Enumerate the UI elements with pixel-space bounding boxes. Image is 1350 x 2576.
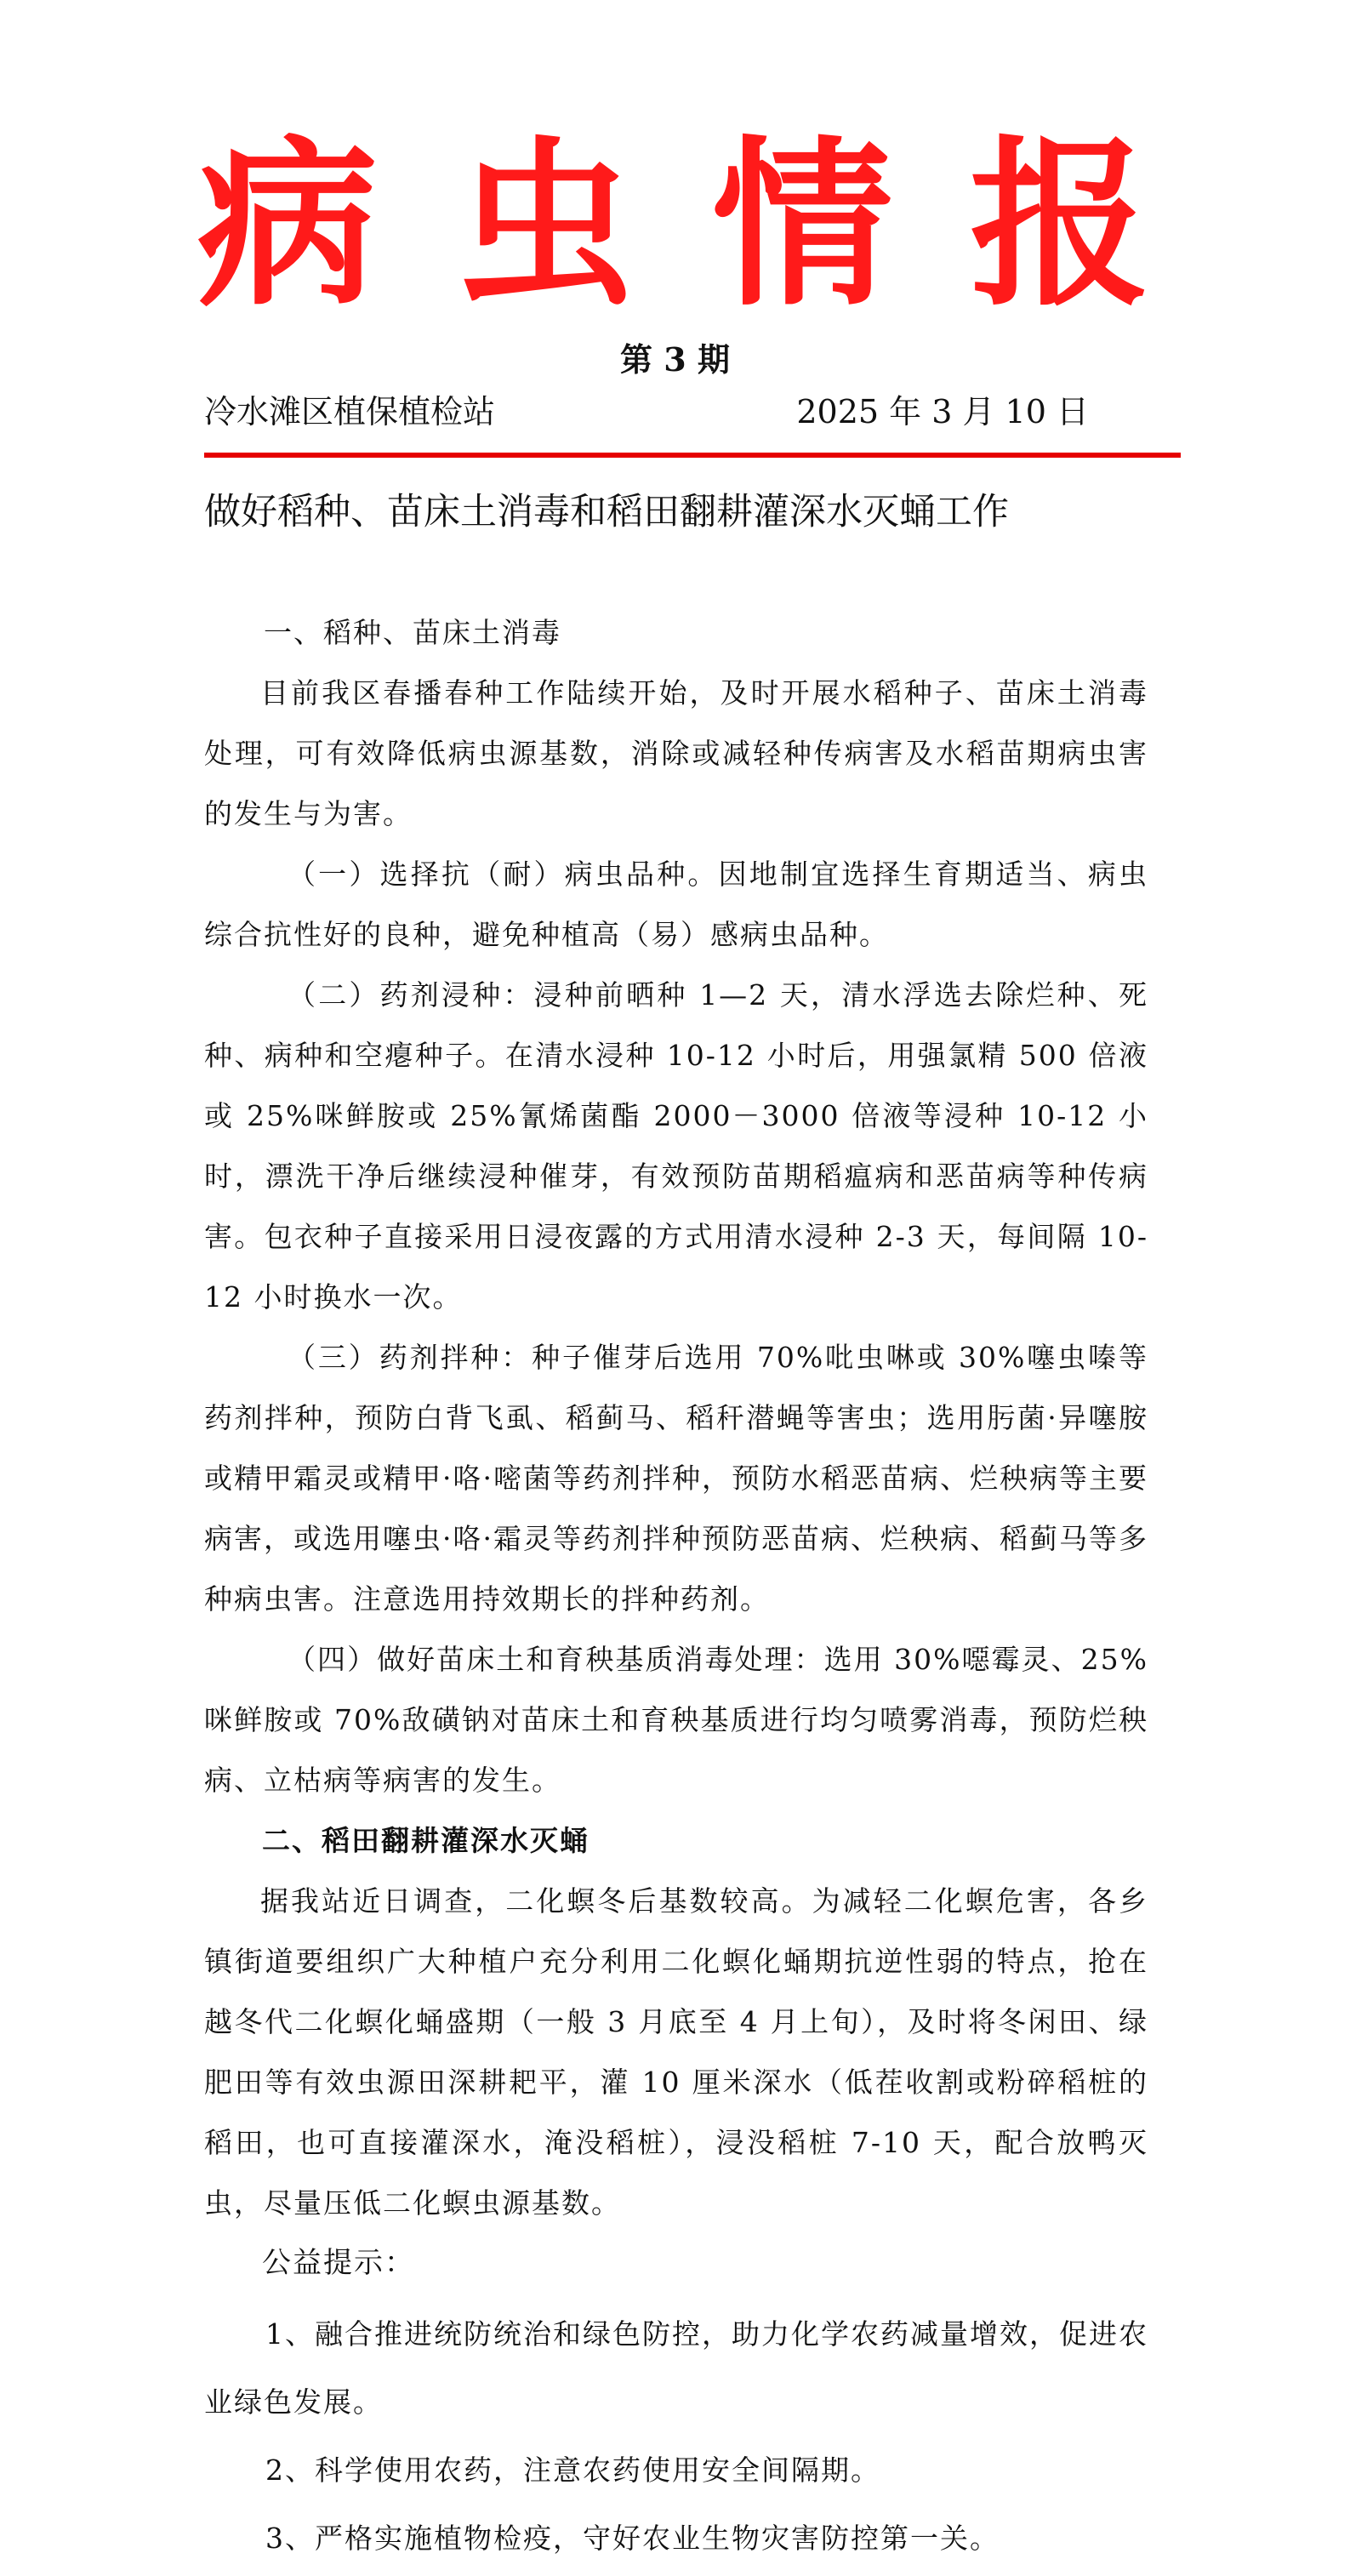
notice-item: 3、严格实施植物检疫，守好农业生物灾害防控第一关。: [265, 2522, 1000, 2555]
header-info-line: [204, 393, 1089, 432]
notice-list: [204, 2300, 1148, 2573]
article-body: [204, 602, 1148, 2573]
paragraph: （二）药剂浸种：浸种前晒种 1—2 天，清水浮选去除烂种、死种、病种和空瘪种子。在清水浸种 10-12 小时后，用强氯精 500 倍液或 25%咪鲜胺或 25%氰烯菌酯 2000－3000 倍液等浸种 10-12 小时，漂洗干净后继续浸种催芽，有效预防苗期稻瘟病和恶苗病等种传病害。包衣种子直接采用日浸夜露的方式用清水浸种 2-3 天，每间隔 10-12 小时换水一次。: [204, 978, 1148, 1314]
paragraph: （一）选择抗（耐）病虫品种。因地制宜选择生育期适当、病虫综合抗性好的良种，避免种植高（易）感病虫品种。: [204, 858, 1148, 951]
section-heading: 二、稻田翻耕灌深水灭蛹: [262, 1824, 590, 1857]
issue-date: 2025 年 3 月 10 日: [796, 393, 1089, 430]
section-heading: 一、稻种、苗床土消毒: [264, 616, 561, 649]
notice-item: 1、融合推进统防统治和绿色防控，助力化学农药减量增效，促进农业绿色发展。: [204, 2317, 1148, 2419]
masthead-title: [197, 120, 1150, 330]
issuing-organization: 冷水滩区植保植检站: [204, 393, 496, 430]
masthead-char: 情: [712, 120, 893, 330]
article-title: 做好稻种、苗床土消毒和稻田翻耕灌深水灭蛹工作: [204, 491, 1009, 533]
masthead-char: 报: [969, 120, 1150, 330]
paragraph: （三）药剂拌种：种子催芽后选用 70%吡虫啉或 30%噻虫嗪等药剂拌种，预防白背飞虱、稻蓟马、稻秆潜蝇等害虫；选用肟菌·异噻胺或精甲霜灵或精甲·咯·嘧菌等药剂拌种，预防水稻恶苗病、烂秧病等主要病害，或选用噻虫·咯·霜灵等药剂拌种预防恶苗病、烂秧病、稻蓟马等多种病虫害。注意选用持效期长的拌种药剂。: [204, 1341, 1148, 1616]
paragraph: 据我站近日调查，二化螟冬后基数较高。为减轻二化螟危害，各乡镇街道要组织广大种植户充分利用二化螟化蛹期抗逆性弱的特点，抢在越冬代二化螟化蛹盛期（一般 3 月底至 4 月上旬），及时将冬闲田、绿肥田等有效虫源田深耕耙平，灌 10 厘米深水（低茬收割或粉碎稻桩的稻田，也可直接灌深水，淹没稻桩），浸没稻桩 7-10 天，配合放鸭灭虫，尽量压低二化螟虫源基数。: [204, 1884, 1148, 2220]
notice-title: 公益提示：: [262, 2246, 415, 2280]
paragraph: 目前我区春播春种工作陆续开始，及时开展水稻种子、苗床土消毒处理，可有效降低病虫源基数，消除或减轻种传病害及水稻苗期病虫害的发生与为害。: [204, 676, 1148, 830]
notice-item: 2、科学使用农药，注意农药使用安全间隔期。: [265, 2453, 880, 2487]
paragraph: （四）做好苗床土和育秧基质消毒处理：选用 30%噁霉灵、25%咪鲜胺或 70%敌磺钠对苗床土和育秧基质进行均匀喷雾消毒，预防烂秧病、立枯病等病害的发生。: [204, 1643, 1148, 1797]
issue-number: 第 3 期: [620, 340, 730, 379]
masthead-char: 病: [197, 120, 378, 330]
masthead-char: 虫: [454, 120, 635, 330]
red-divider-line: [204, 453, 1181, 458]
